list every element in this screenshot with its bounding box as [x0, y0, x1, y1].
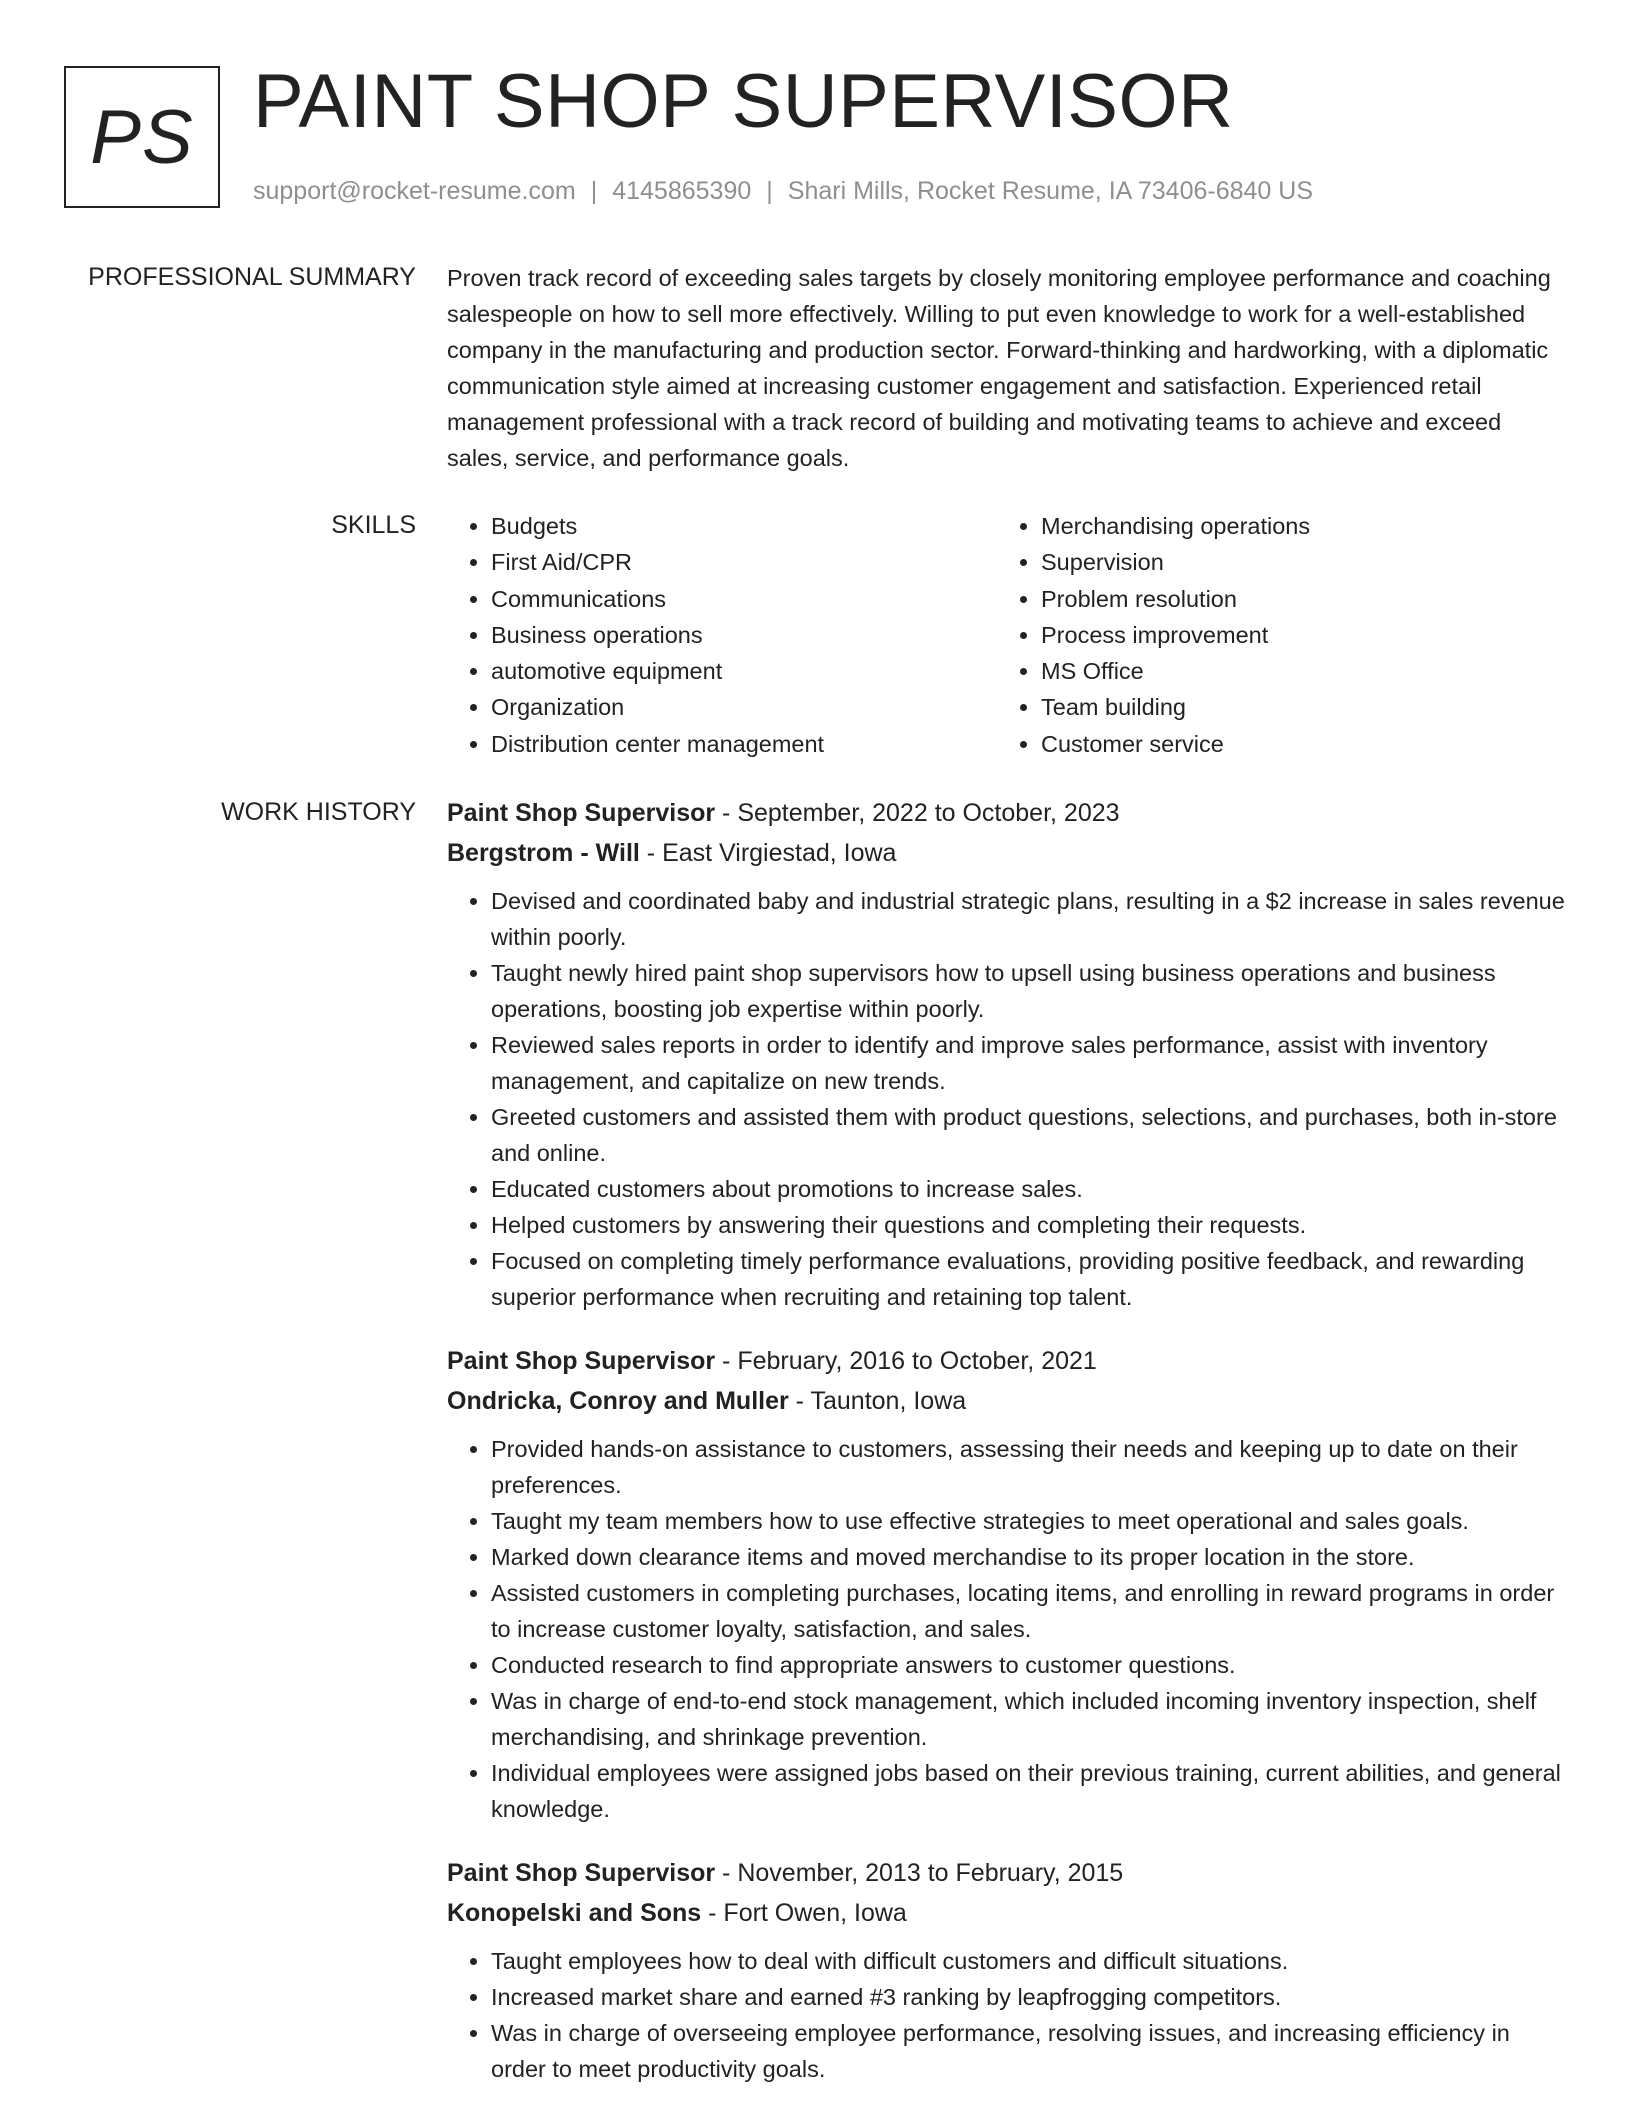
job-location: - East Virgiestad, Iowa [639, 839, 897, 867]
job-title: Paint Shop Supervisor [447, 799, 716, 827]
work-history-label: WORK HISTORY [221, 798, 416, 826]
job-bullet: • Helped customers by answering their questions and completing their requests. [491, 1207, 1565, 1243]
job-company: Ondricka, Conroy and Muller [447, 1387, 789, 1415]
job-dates: - February, 2016 to October, 2021 [715, 1347, 1097, 1375]
skills-body [447, 508, 1565, 762]
job-company-line [447, 1381, 1565, 1421]
job-bullet: • Assisted customers in completing purchases, locating items, and enrolling in reward programs in order to increase customer loyalty, satisfaction, and sales. [491, 1575, 1565, 1647]
job-bullets [447, 1943, 1565, 2087]
skills-list-left [447, 508, 997, 762]
job-entry [447, 793, 1565, 1315]
skills-label: SKILLS [331, 511, 416, 539]
job-bullet: • Individual employees were assigned jobs based on their previous training, current abilities, and general knowledge. [491, 1755, 1565, 1827]
job-dates: - September, 2022 to October, 2023 [715, 799, 1120, 827]
skill-item: • Customer service [1041, 726, 1547, 762]
job-bullet: • Provided hands-on assistance to customers, assessing their needs and keeping up to date on their preferences. [491, 1431, 1565, 1503]
contact-separator: | [766, 177, 773, 205]
skill-item: • Problem resolution [1041, 581, 1547, 617]
skill-item: • Supervision [1041, 544, 1547, 580]
work-history-body [447, 793, 1565, 2113]
contact-phone: 4145865390 [612, 177, 752, 205]
skill-item: • Organization [491, 689, 997, 725]
skill-item: • Team building [1041, 689, 1547, 725]
job-title-line [447, 1853, 1565, 1893]
skill-item: • MS Office [1041, 653, 1547, 689]
job-title-line [447, 793, 1565, 833]
resume-title: PAINT SHOP SUPERVISOR [253, 59, 1234, 144]
job-bullets [447, 883, 1565, 1315]
job-bullet: • Taught newly hired paint shop supervisors how to upsell using business operations and business operations, boosting job expertise within poorly. [491, 955, 1565, 1027]
skill-item: • Communications [491, 581, 997, 617]
job-bullet: • Taught my team members how to use effective strategies to meet operational and sales goals. [491, 1503, 1565, 1539]
skill-item: • Merchandising operations [1041, 508, 1547, 544]
job-company-line [447, 833, 1565, 873]
job-location: - Fort Owen, Iowa [701, 1899, 907, 1927]
job-bullet: • Conducted research to find appropriate answers to customer questions. [491, 1647, 1565, 1683]
summary-text: Proven track record of exceeding sales targets by closely monitoring employee performance and coaching salespeople on how to sell more effectively. Willing to put even knowledge to work for a well-established company in the manufacturing and production sector. Forward-thinking and hardworking, with a diplomatic communication style aimed at increasing customer engagement and satisfaction. Experienced retail management professional with a track record of building and motivating teams to achieve and exceed sales, service, and performance goals. [447, 265, 1551, 471]
job-bullet: • Devised and coordinated baby and industrial strategic plans, resulting in a $2 increase in sales revenue within poorly. [491, 883, 1565, 955]
job-bullet: • Taught employees how to deal with difficult customers and difficult situations. [491, 1943, 1565, 1979]
skill-item: • Process improvement [1041, 617, 1547, 653]
contact-line [253, 175, 1313, 207]
job-title: Paint Shop Supervisor [447, 1859, 716, 1887]
job-bullet: • Increased market share and earned #3 ranking by leapfrogging competitors. [491, 1979, 1565, 2015]
skill-item: • Business operations [491, 617, 997, 653]
summary-label: PROFESSIONAL SUMMARY [88, 263, 416, 291]
contact-address: Shari Mills, Rocket Resume, IA 73406-6840 US [787, 177, 1314, 205]
monogram-box [64, 66, 220, 208]
contact-email: support@rocket-resume.com [253, 177, 576, 205]
skill-item: • First Aid/CPR [491, 544, 997, 580]
job-title: Paint Shop Supervisor [447, 1347, 716, 1375]
job-company: Bergstrom - Will [447, 839, 640, 867]
contact-separator: | [590, 177, 598, 205]
skill-item: • Budgets [491, 508, 997, 544]
job-bullet: • Greeted customers and assisted them with product questions, selections, and purchases, both in-store and online. [491, 1099, 1565, 1171]
job-bullets [447, 1431, 1565, 1827]
skills-list-right [997, 508, 1547, 762]
job-bullet: • Was in charge of overseeing employee performance, resolving issues, and increasing efficiency in order to meet productivity goals. [491, 2015, 1565, 2087]
job-dates: - November, 2013 to February, 2015 [715, 1859, 1124, 1887]
skill-item: • automotive equipment [491, 653, 997, 689]
job-bullet: • Focused on completing timely performance evaluations, providing positive feedback, and rewarding superior performance when recruiting and retaining top talent. [491, 1243, 1565, 1315]
job-company: Konopelski and Sons [447, 1899, 702, 1927]
job-company-line [447, 1893, 1565, 1933]
job-location: - Taunton, Iowa [788, 1387, 967, 1415]
job-entry [447, 1853, 1565, 2087]
job-bullet: • Was in charge of end-to-end stock management, which included incoming inventory inspection, shelf merchandising, and shrinkage prevention. [491, 1683, 1565, 1755]
job-bullet: • Marked down clearance items and moved merchandise to its proper location in the store. [491, 1539, 1565, 1575]
monogram-initials: PS [90, 94, 194, 180]
job-title-line [447, 1341, 1565, 1381]
job-bullet: • Educated customers about promotions to increase sales. [491, 1171, 1565, 1207]
job-entry [447, 1341, 1565, 1827]
job-bullet: • Reviewed sales reports in order to identify and improve sales performance, assist with inventory management, and capitalize on new trends. [491, 1027, 1565, 1099]
skill-item: • Distribution center management [491, 726, 997, 762]
summary-body [447, 260, 1565, 476]
